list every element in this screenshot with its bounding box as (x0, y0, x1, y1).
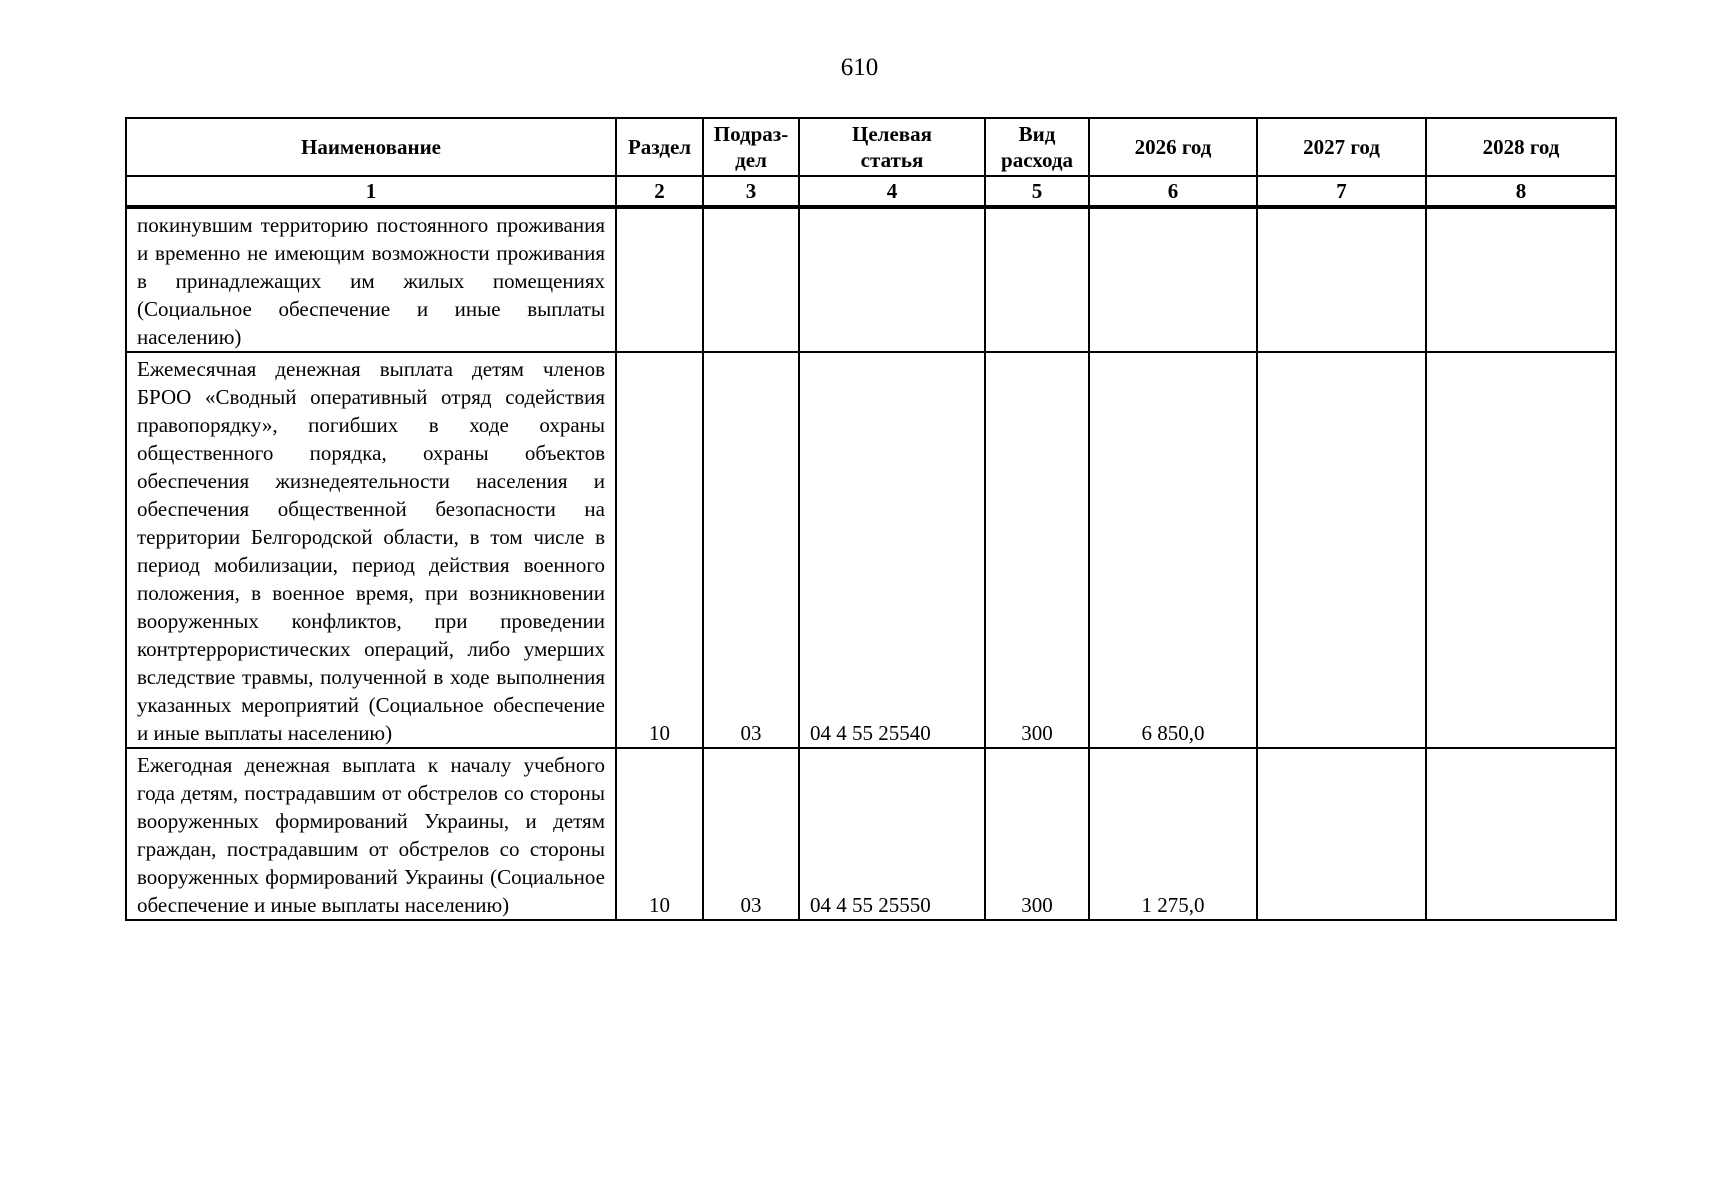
row-section: 10 (616, 748, 703, 920)
page-number: 610 (840, 54, 879, 81)
row-value-2026 (1089, 207, 1257, 352)
row-value-2028 (1426, 207, 1616, 352)
row-subsection: 03 (703, 352, 799, 748)
column-number-row (126, 176, 1616, 207)
row-name: Ежегодная денежная выплата к началу учебного года детям, пострадавшим от обстрелов со стороны вооруженных формирований Украины, и детям граждан, пострадавшим от обстрелов со стороны вооруженных формирований Украины (Социальное обеспечение и иные выплаты населению) (126, 748, 616, 920)
row-value-2028 (1426, 352, 1616, 748)
row-name: покинувшим территорию постоянного проживания и временно не имеющим возможности проживания в принадлежащих им жилых помещениях (Социальное обеспечение и иные выплаты населению) (126, 207, 616, 352)
row-value-2026: 6 850,0 (1089, 352, 1257, 748)
column-number: 7 (1257, 176, 1426, 207)
row-value-2028 (1426, 748, 1616, 920)
column-number: 1 (126, 176, 616, 207)
row-value-2027 (1257, 352, 1426, 748)
header-subsection: Подраз- дел (703, 118, 799, 176)
row-subsection: 03 (703, 748, 799, 920)
column-number: 4 (799, 176, 985, 207)
row-value-2026: 1 275,0 (1089, 748, 1257, 920)
row-expense-type: 300 (985, 352, 1089, 748)
column-number: 6 (1089, 176, 1257, 207)
row-section: 10 (616, 352, 703, 748)
row-expense-type (985, 207, 1089, 352)
header-year-2026: 2026 год (1089, 118, 1257, 176)
row-target-article: 04 4 55 25550 (799, 748, 985, 920)
header-expense-type: Вид расхода (985, 118, 1089, 176)
row-name: Ежемесячная денежная выплата детям членов БРОО «Сводный оперативный отряд содействия правопорядку», погибших в ходе охраны общественного порядка, охраны объектов обеспечения жизнедеятельности населения и обеспечения общественной безопасности на территории Белгородской области, в том числе в период мобилизации, период действия военного положения, в военное время, при возникновении вооруженных конфликтов, при проведении контртеррористических операций, либо умерших вследствие травмы, полученной в ходе выполнения указанных мероприятий (Социальное обеспечение и иные выплаты населению) (126, 352, 616, 748)
budget-table (125, 117, 1617, 921)
row-target-article: 04 4 55 25540 (799, 352, 985, 748)
row-value-2027 (1257, 748, 1426, 920)
table-header-row (126, 118, 1616, 176)
table-row (126, 352, 1616, 748)
header-name: Наименование (126, 118, 616, 176)
column-number: 2 (616, 176, 703, 207)
header-section: Раздел (616, 118, 703, 176)
row-section (616, 207, 703, 352)
header-target-article: Целевая статья (799, 118, 985, 176)
row-subsection (703, 207, 799, 352)
row-expense-type: 300 (985, 748, 1089, 920)
table-row (126, 748, 1616, 920)
table-row (126, 207, 1616, 352)
header-year-2028: 2028 год (1426, 118, 1616, 176)
column-number: 5 (985, 176, 1089, 207)
column-number: 3 (703, 176, 799, 207)
row-target-article (799, 207, 985, 352)
header-year-2027: 2027 год (1257, 118, 1426, 176)
row-value-2027 (1257, 207, 1426, 352)
column-number: 8 (1426, 176, 1616, 207)
